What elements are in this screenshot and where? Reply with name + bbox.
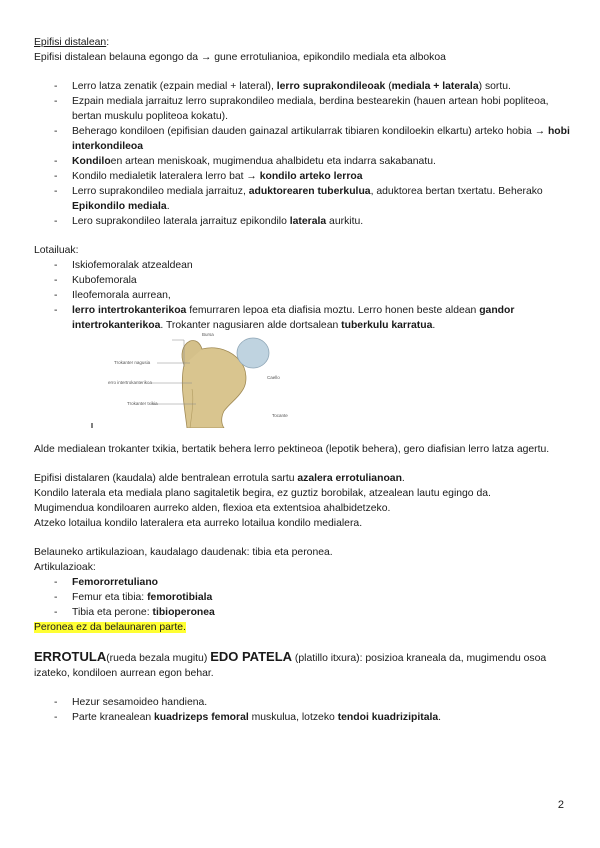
- femur-illustration: [72, 333, 322, 428]
- femoral-head-shape: [237, 338, 269, 368]
- list-item: - Ezpain mediala jarraituz lerro suprakondileo mediala, berdina bestearekin (hauen artean hobi popliteoa, bertan muskulu popliteoa kokatu).: [54, 94, 574, 124]
- label-trokanter-txikia: Trokanter txikia: [127, 401, 158, 406]
- femur-neck-shape: [182, 348, 246, 428]
- lotailuak-list: [34, 258, 574, 333]
- paragraph: Belauneko artikulazioan, kaudalago daudenak: tibia eta peronea.: [34, 547, 333, 558]
- artikulazioak-heading: Artikulazioak:: [34, 562, 96, 573]
- paragraph: Atzeko lotailua kondilo lateralera eta aurreko lotailua kondilo medialera.: [34, 518, 363, 529]
- list-item: - Tibia eta perone: tibioperonea: [54, 605, 574, 620]
- label-caello: Caello: [267, 375, 280, 380]
- label-trokanter-nagusia: Trokanter nagusia: [114, 360, 151, 365]
- section-heading-line: [34, 35, 574, 50]
- list-item: - lerro intertrokanterikoa femurraren lepoa eta diafisia moztu. Lerro honen beste aldean gandor intertrokanterikoa. Trokanter nagusiaren alde dortsalean tuberkulu karratua.: [54, 303, 574, 333]
- label-tocante: Tocante: [272, 413, 288, 418]
- list-item: - Iskiofemoralak atzealdean: [54, 258, 574, 273]
- list-item: - Beherago kondiloen (epifisian dauden gainazal artikularrak tibiaren kondiloekin elkartu) arteko hobia → hobi interkondileoa: [54, 124, 574, 154]
- errotula-list: [34, 695, 574, 725]
- lotailuak-heading: Lotailuak:: [34, 245, 79, 256]
- list-item: - Lerro suprakondileo mediala jarraituz, aduktorearen tuberkulua, aduktorea bertan txertatu. Beherako Epikondilo mediala.: [54, 184, 574, 214]
- list-item: - Femur eta tibia: femorotibiala: [54, 590, 574, 605]
- list-item: - Hezur sesamoideo handiena.: [54, 695, 574, 710]
- errotula-paragraph: ERROTULA(rueda bezala mugitu) EDO PATELA (platillo itxura): posizioa kraneala da, mugimendu osoa izateko, kondiloen aurrean egon behar.: [34, 649, 547, 679]
- epifisi-list: [34, 79, 574, 229]
- section-heading: Epifisi distalean: [34, 37, 107, 48]
- list-item: - Lero suprakondileo laterala jarraituz epikondilo laterala aurkitu.: [54, 214, 574, 229]
- paragraph: Epifisi distalaren (kaudala) alde bentralean errotula sartu azalera errotulianoan.: [34, 473, 405, 484]
- paragraph: Kondilo laterala eta mediala plano sagitaletik begira, ez guztiz borobilak, atzealean lautu egingo da.: [34, 488, 491, 499]
- highlighted-note: Peronea ez da belaunaren parte.: [34, 622, 186, 633]
- list-item: - Parte kranealean kuadrizeps femoral muskulua, lotzeko tendoi kuadrizipitala.: [54, 710, 574, 725]
- label-intertrokanterikoa: erro intertrokanterikoa: [108, 380, 153, 385]
- list-item: - Kondiloen artean meniskoak, mugimendua ahalbidetu eta indarra sakabanatu.: [54, 154, 574, 169]
- heading-colon: :: [106, 37, 110, 48]
- artikulazioak-list: [34, 575, 574, 620]
- list-item: - Femororretuliano: [54, 575, 574, 590]
- femur-figure: [72, 333, 322, 428]
- label-bursa: Bursa: [202, 333, 214, 337]
- list-item: - Lerro latza zenatik (ezpain medial + lateral), lerro suprakondileoak (mediala + laterala) sortu.: [54, 79, 574, 94]
- paragraph: Alde medialean trokanter txikia, bertatik behera lerro pektineoa (lepotik behera), gero diafisian lerro latza agertu.: [34, 444, 550, 455]
- list-item: - Ileofemorala aurrean,: [54, 288, 574, 303]
- paragraph: Mugimendua kondiloaren aurreko alden, flexioa eta extentsioa ahalbidetzeko.: [34, 503, 391, 514]
- intro-text: Epifisi distalean belauna egongo da → gune errotulianioa, epikondilo mediala eta albokoa: [34, 52, 446, 63]
- list-item: - Kubofemorala: [54, 273, 574, 288]
- list-item: - Kondilo medialetik lateralera lerro bat → kondilo arteko lerroa: [54, 169, 574, 184]
- page-number: 2: [557, 799, 564, 811]
